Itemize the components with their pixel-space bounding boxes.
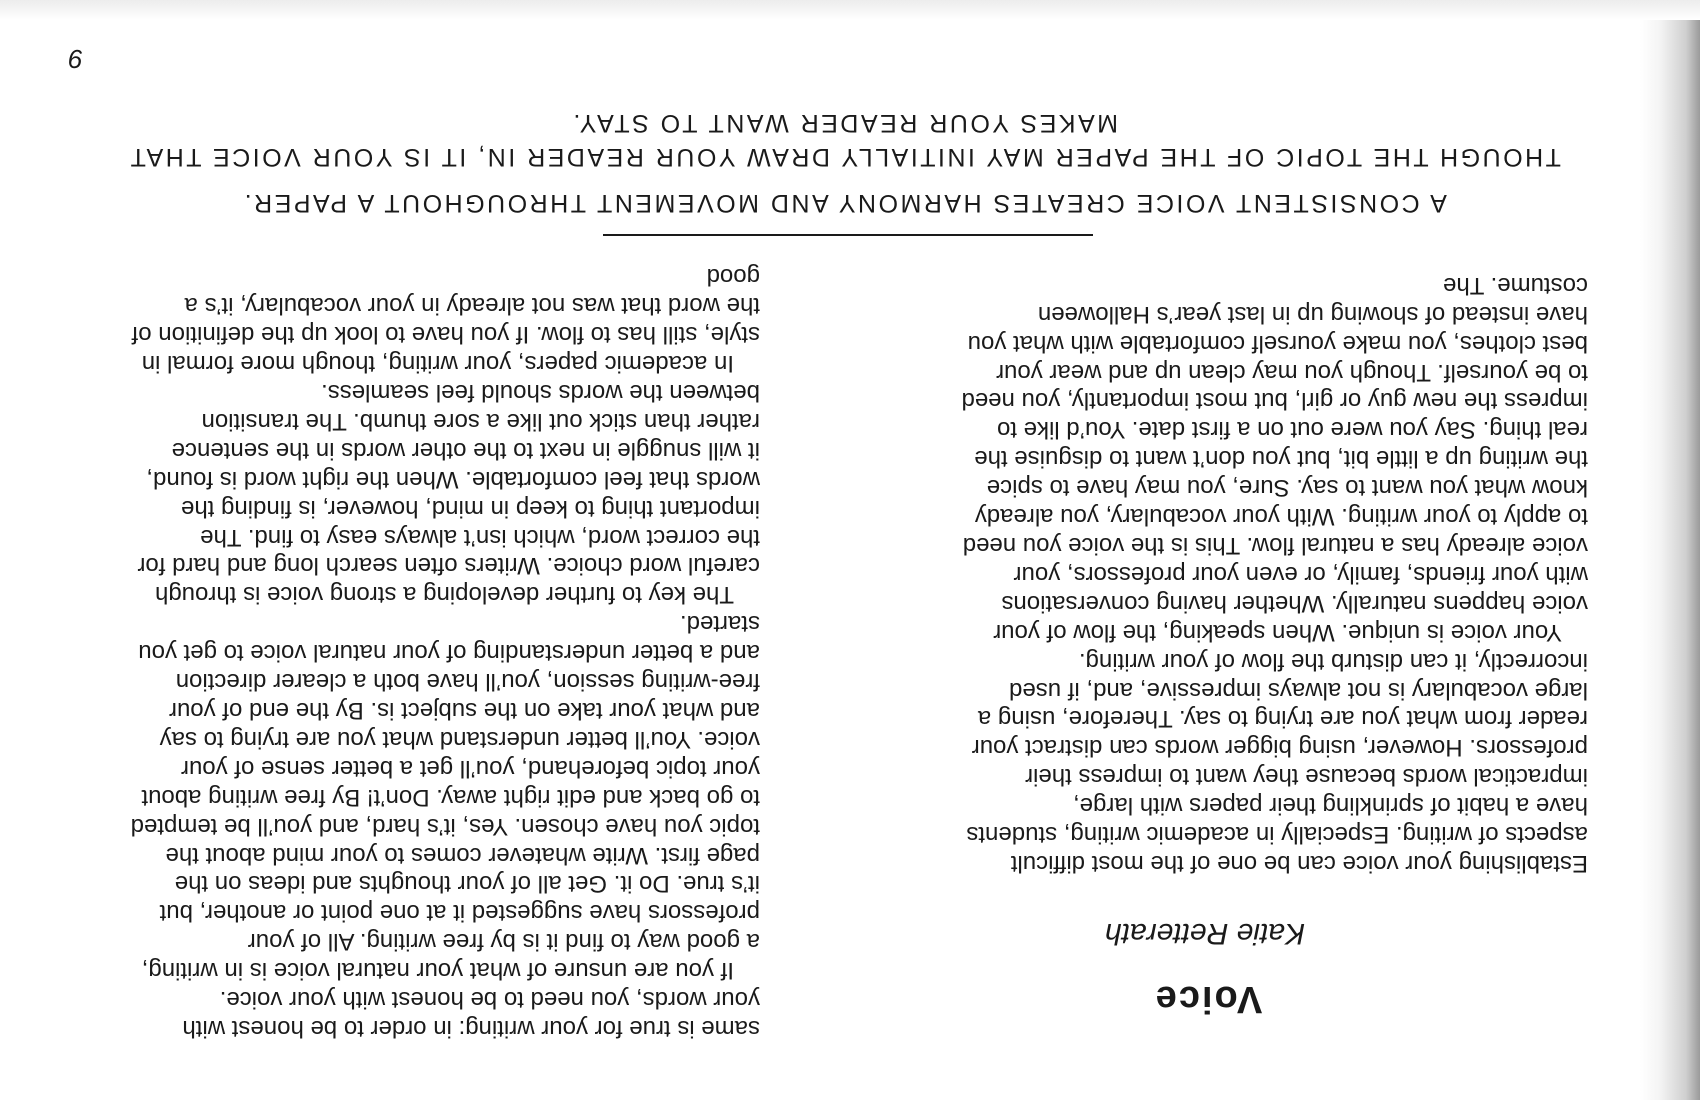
pull-quote-line: THOUGH THE TOPIC OF THE PAPER MAY INITIALLY DRAW YOUR READER IN, IT IS YOUR VOICE THAT MAKES YOUR READER WANT TO STAY. xyxy=(128,109,1561,171)
article-author: Katie Retterath xyxy=(1104,917,1306,950)
page-edge-shade xyxy=(0,0,1700,20)
pull-quote-line: A CONSISTENT VOICE CREATES HARMONY AND MOVEMENT THROUGHOUT A PAPER. xyxy=(242,189,1447,217)
page-number: 9 xyxy=(68,44,83,74)
paragraph: In academic papers, your writing, though more formal in style, still has to flow. If you have to look up the definition of the word that was not already in your vocabulary, it’s a good xyxy=(131,263,760,378)
pull-quote-divider xyxy=(603,234,1093,236)
left-column xyxy=(960,270,1588,877)
paragraph: If you are unsure of what your natural voice is in writing, a good way to find it is by free writing. All of your professors have suggested it at one point or another, but it’s true. Do it. Get all of your thoughts and ideas on the page first. Write whatever comes to your mind about the topic you have chosen. Yes, it’s hard, and you’ll be tempted to go back and edit right away. Don’t! By free writing about your topic beforehand, you’ll get a better sense of your voice. You’ll better understand what you are trying to say and what your take on the subject is. By the end of your free-writing session, you’ll have both a clearer direction and a better understanding of your natural voice to get you started. xyxy=(130,610,760,985)
binding-shadow xyxy=(1640,0,1700,1100)
article-title: Voice xyxy=(1153,978,1263,1020)
paragraph: Establishing your voice can be one of the most difficult aspects of writing. Especially in academic writing, students have a habit of sprinkling their papers with large, impractical words because they want to impress their professors. However, using bigger words can distract your reader from what you are trying to say. Therefore, using a large vocabulary is not always impressive, and, if used incorrectly, it can disturb the flow of your writing. xyxy=(966,647,1588,877)
right-column xyxy=(130,262,760,1042)
paragraph: same is true for your writing: in order to be honest with your words, you need to be honest with your voice. xyxy=(182,986,760,1042)
pull-quote xyxy=(107,94,1582,220)
paragraph: Your voice is unique. When speaking, the flow of your voice happens naturally. Whether having conversations with your friends, family, or even your professors, your voice already has a natural flow. This is the voice you need to apply to your writing. With your vocabulary, you already know what you want to say. Sure, you may have to spice the writing up a little bit, but you don’t want to disguise the real thing. Say you were out on a first date. You’d like to impress the new guy or girl, but most importantly, you need to be yourself. Though you may clean up and wear your best clothes, you make yourself comfortable with what you have instead of showing up in last year’s Halloween costume. The xyxy=(961,271,1588,646)
paragraph: The key to further developing a strong voice is through careful word choice. Writers often search long and hard for the correct word, which isn’t always easy to find. The important thing to keep in mind, however, is finding the words that feel comfortable. When the right word is found, it will snuggle in next to the other words in the sentence rather than stick out like a sore thumb. The transition between the words should feel seamless. xyxy=(137,379,760,609)
